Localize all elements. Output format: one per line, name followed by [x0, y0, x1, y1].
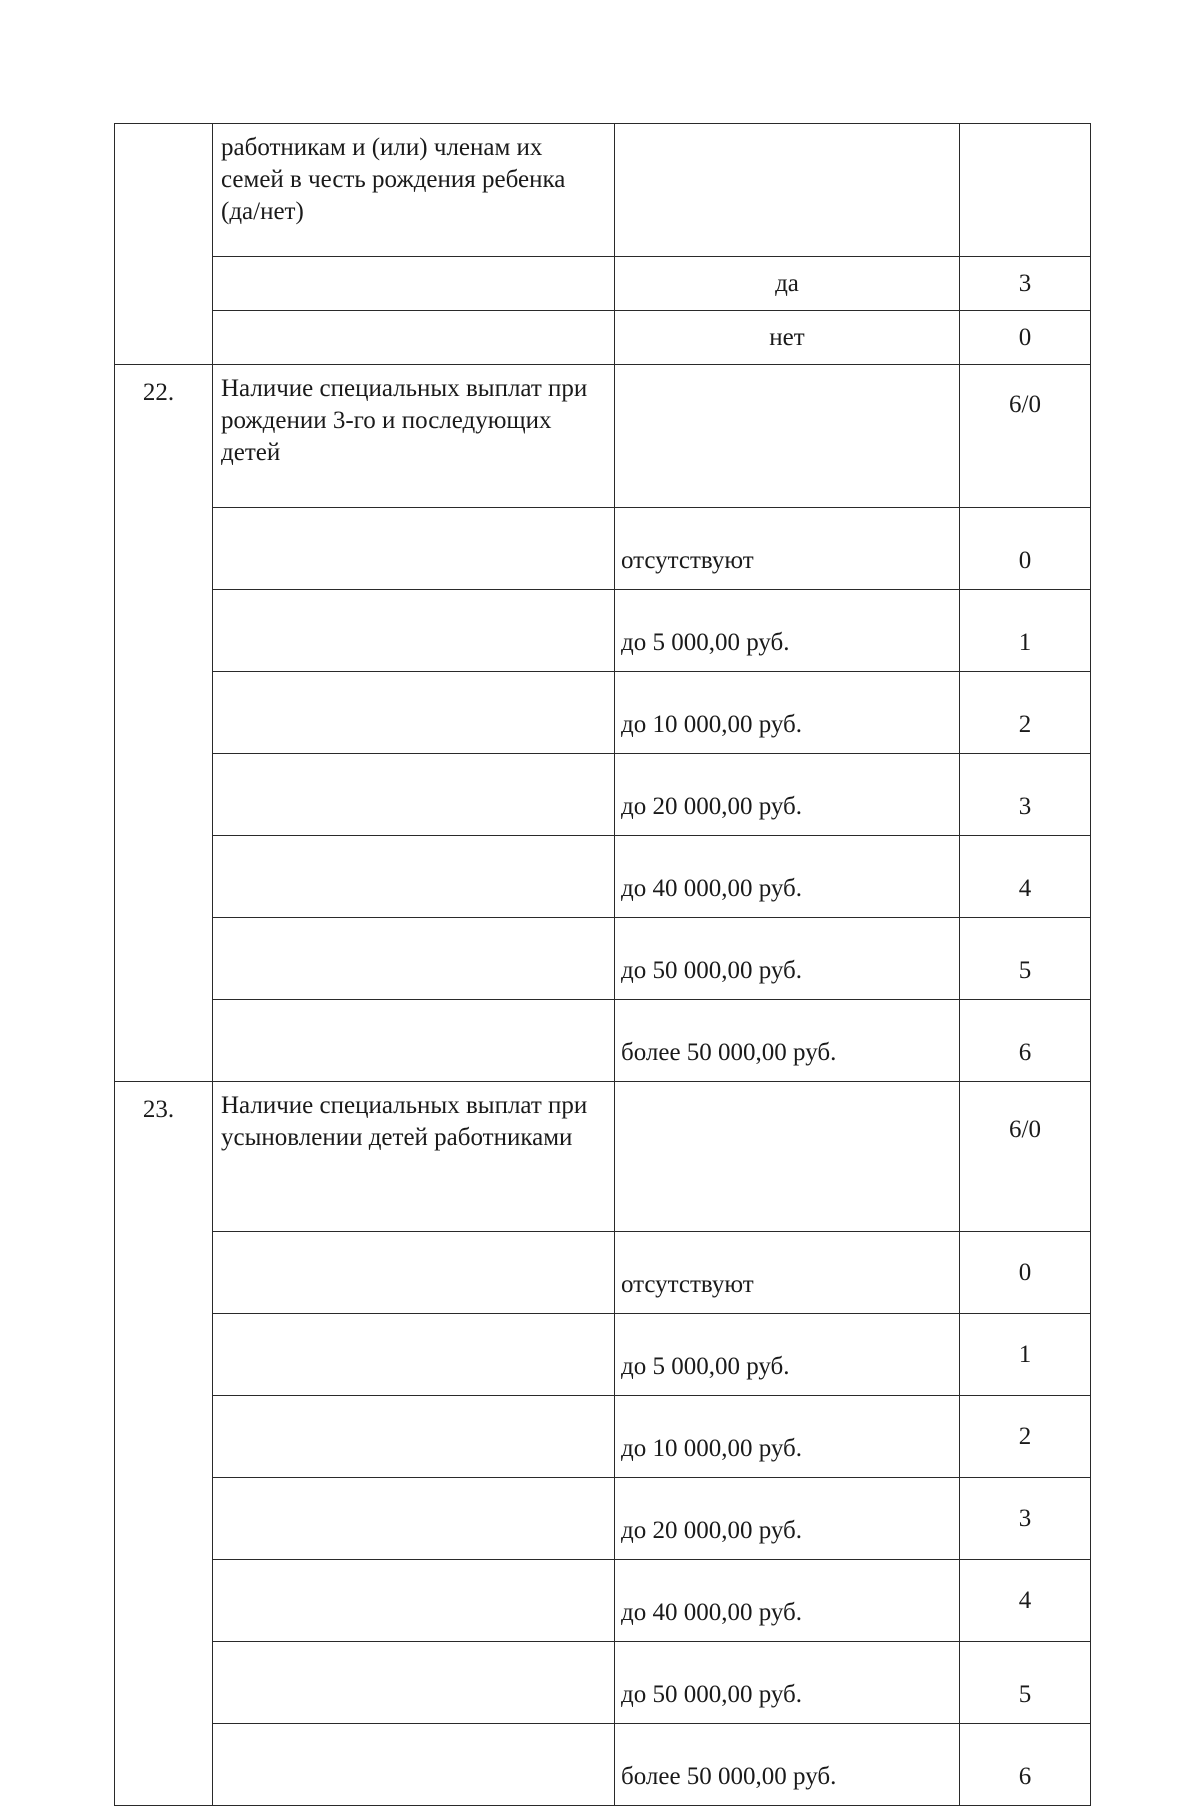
option-score: 4: [960, 836, 1091, 918]
option-label: до 40 000,00 руб.: [615, 836, 960, 918]
name-cell: [213, 1724, 615, 1806]
option-score: 3: [960, 754, 1091, 836]
option-score: 6: [960, 1724, 1091, 1806]
name-cell: [213, 672, 615, 754]
name-cell: [213, 754, 615, 836]
option-score: 3: [960, 257, 1091, 311]
table-row: [115, 257, 1091, 311]
name-cell: [213, 918, 615, 1000]
option-cell: [615, 365, 960, 508]
name-cell: [213, 836, 615, 918]
option-score: 0: [960, 311, 1091, 365]
option-score: 3: [960, 1478, 1091, 1560]
option-score: 5: [960, 918, 1091, 1000]
option-label: до 5 000,00 руб.: [615, 590, 960, 672]
item-max-score: 6/0: [960, 365, 1091, 508]
table-row: [115, 1478, 1091, 1560]
option-score: 5: [960, 1642, 1091, 1724]
option-cell: [615, 1082, 960, 1232]
table-row: [115, 672, 1091, 754]
name-cell: [213, 311, 615, 365]
table-row: [115, 124, 1091, 257]
table-row: [115, 1724, 1091, 1806]
table-row: [115, 508, 1091, 590]
table-row: [115, 1642, 1091, 1724]
name-cell: [213, 1000, 615, 1082]
table-row: [115, 1082, 1091, 1232]
option-score: 1: [960, 1314, 1091, 1396]
name-cell: [213, 1642, 615, 1724]
item-number: 22.: [115, 365, 213, 1082]
option-score: 0: [960, 1232, 1091, 1314]
option-label: более 50 000,00 руб.: [615, 1000, 960, 1082]
table-row: [115, 1396, 1091, 1478]
option-label: нет: [615, 311, 960, 365]
item-number: 23.: [115, 1082, 213, 1806]
score-cell: [960, 124, 1091, 257]
table-row: [115, 918, 1091, 1000]
option-label: до 10 000,00 руб.: [615, 1396, 960, 1478]
option-label: до 20 000,00 руб.: [615, 1478, 960, 1560]
item-number-cell: [115, 124, 213, 365]
option-label: до 10 000,00 руб.: [615, 672, 960, 754]
name-cell: [213, 1560, 615, 1642]
table-row: [115, 311, 1091, 365]
option-label: более 50 000,00 руб.: [615, 1724, 960, 1806]
table-row: [115, 1560, 1091, 1642]
option-score: 4: [960, 1560, 1091, 1642]
item-name: Наличие специальных выплат при рождении 3-го и последующих детей: [213, 365, 615, 508]
name-cell: [213, 1232, 615, 1314]
option-score: 0: [960, 508, 1091, 590]
option-label: отсутствуют: [615, 1232, 960, 1314]
option-score: 2: [960, 672, 1091, 754]
option-label: до 50 000,00 руб.: [615, 1642, 960, 1724]
item-name: работникам и (или) членам их семей в честь рождения ребенка (да/нет): [213, 124, 615, 257]
option-label: до 5 000,00 руб.: [615, 1314, 960, 1396]
name-cell: [213, 508, 615, 590]
table-row: [115, 365, 1091, 508]
option-cell: [615, 124, 960, 257]
table-row: [115, 590, 1091, 672]
item-name: Наличие специальных выплат при усыновлении детей работниками: [213, 1082, 615, 1232]
table-row: [115, 836, 1091, 918]
table-row: [115, 1314, 1091, 1396]
name-cell: [213, 1396, 615, 1478]
option-score: 6: [960, 1000, 1091, 1082]
table-row: [115, 1000, 1091, 1082]
option-score: 1: [960, 590, 1091, 672]
option-label: да: [615, 257, 960, 311]
table-row: [115, 1232, 1091, 1314]
option-label: отсутствуют: [615, 508, 960, 590]
option-label: до 50 000,00 руб.: [615, 918, 960, 1000]
name-cell: [213, 257, 615, 311]
name-cell: [213, 1478, 615, 1560]
name-cell: [213, 590, 615, 672]
option-score: 2: [960, 1396, 1091, 1478]
name-cell: [213, 1314, 615, 1396]
option-label: до 20 000,00 руб.: [615, 754, 960, 836]
option-label: до 40 000,00 руб.: [615, 1560, 960, 1642]
item-max-score: 6/0: [960, 1082, 1091, 1232]
criteria-table: [114, 123, 1091, 1806]
table-row: [115, 754, 1091, 836]
